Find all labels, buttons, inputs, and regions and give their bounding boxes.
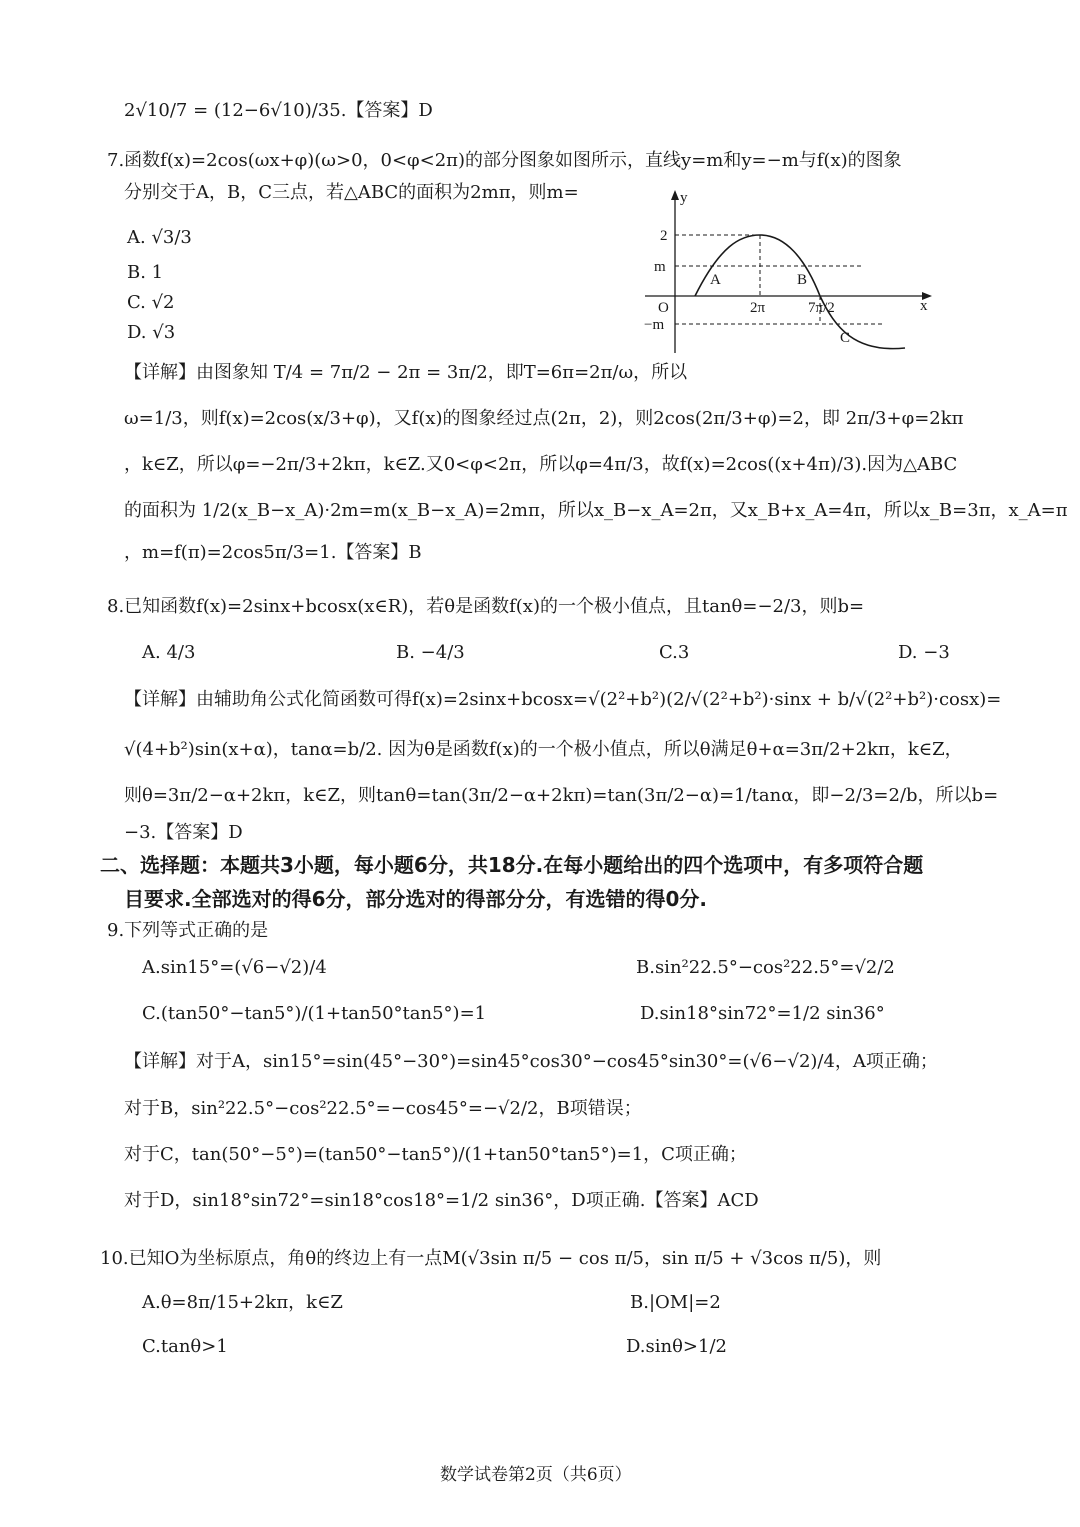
question-7-stem: 7.函数f(x)=2cos(ωx+φ)(ω>0，0<φ<2π)的部分图象如图所示，直线y=m和y=−m与f(x)的图象 bbox=[107, 150, 902, 171]
section-2-heading-cont: 目要求.全部选对的得6分，部分选对的得部分分，有选错的得0分. bbox=[124, 887, 708, 911]
solution-9-line-1: 【详解】对于A，sin15°=sin(45°−30°)=sin45°cos30°−cos45°sin30°=(√6−√2)/4，A项正确； bbox=[124, 1051, 938, 1072]
solution-7-line-3: ，k∈Z，所以φ=−2π/3+2kπ，k∈Z.又0<φ<2π，所以φ=4π/3，故f(x)=2cos((x+4π)/3).因为△ABC bbox=[124, 454, 958, 475]
solution-7-line-5: ，m=f(π)=2cos5π/3=1.【答案】B bbox=[124, 542, 422, 563]
question-7-stem-cont: 分别交于A，B，C三点，若△ABC的面积为2mπ，则m= bbox=[124, 182, 579, 203]
question-9-stem: 9.下列等式正确的是 bbox=[107, 920, 269, 941]
question-9-option-b: B.sin²22.5°−cos²22.5°=√2/2 bbox=[636, 957, 895, 978]
question-10-option-b: B.|OM|=2 bbox=[630, 1292, 721, 1313]
page-footer: 数学试卷第2页（共6页） bbox=[440, 1465, 632, 1485]
solution-9-line-4: 对于D，sin18°sin72°=sin18°cos18°=1/2 sin36°，D项正确.【答案】ACD bbox=[124, 1190, 759, 1211]
question-7-option-c: C. √2 bbox=[127, 292, 175, 313]
point-a-label: A bbox=[710, 272, 721, 288]
solution-8-line-3: 则θ=3π/2−α+2kπ，k∈Z，则tanθ=tan(3π/2−α+2kπ)=tan(3π/2−α)=1/tanα，即−2/3=2/b，所以b= bbox=[124, 785, 999, 806]
y-tick-m: m bbox=[654, 259, 666, 275]
question-8-stem: 8.已知函数f(x)=2sinx+bcosx(x∈R)，若θ是函数f(x)的一个极小值点，且tanθ=−2/3，则b= bbox=[107, 596, 865, 617]
solution-8-line-1: 【详解】由辅助角公式化简函数可得f(x)=2sinx+bcosx=√(2²+b²)(2/√(2²+b²)·sinx + b/√(2²+b²)·cosx)= bbox=[124, 689, 1002, 710]
question-7-option-b: B. 1 bbox=[127, 262, 164, 283]
question-7-option-d: D. √3 bbox=[127, 322, 176, 343]
solution-8-line-4: −3.【答案】D bbox=[124, 822, 243, 843]
x-tick-7pi-2: 7π/2 bbox=[808, 300, 835, 316]
solution-9-line-3: 对于C，tan(50°−5°)=(tan50°−tan5°)/(1+tan50°tan5°)=1，C项正确； bbox=[124, 1144, 747, 1165]
question-9-option-c: C.(tan50°−tan5°)/(1+tan50°tan5°)=1 bbox=[142, 1003, 487, 1024]
question-10-stem: 10.已知O为坐标原点，角θ的终边上有一点M(√3sin π/5 − cos π/5，sin π/5 + √3cos π/5)，则 bbox=[100, 1248, 882, 1269]
solution-7-line-4: 的面积为 1/2(x_B−x_A)·2m=m(x_B−x_A)=2mπ，所以x_B−x_A=2π，又x_B+x_A=4π，所以x_B=3π，x_A=π bbox=[124, 500, 1068, 521]
function-graph bbox=[640, 188, 940, 358]
question-8-option-d: D. −3 bbox=[898, 642, 950, 663]
y-axis-label: y bbox=[680, 190, 688, 206]
point-b-label: B bbox=[797, 272, 808, 288]
solution-7-line-1: 【详解】由图象知 T/4 = 7π/2 − 2π = 3π/2，即T=6π=2π/ω，所以 bbox=[124, 362, 688, 383]
question-9-option-a: A.sin15°=(√6−√2)/4 bbox=[142, 957, 327, 978]
origin-label: O bbox=[658, 300, 669, 316]
question-8-option-b: B. −4/3 bbox=[396, 642, 465, 663]
section-2-heading: 二、选择题：本题共3小题，每小题6分，共18分.在每小题给出的四个选项中，有多项符合题 bbox=[100, 853, 924, 877]
question-7-option-a: A. √3/3 bbox=[127, 227, 192, 248]
solution-7-line-2: ω=1/3，则f(x)=2cos(x/3+φ)，又f(x)的图象经过点(2π，2)，则2cos(2π/3+φ)=2，即 2π/3+φ=2kπ bbox=[124, 408, 964, 429]
y-axis-arrow bbox=[671, 190, 679, 200]
y-tick-2: 2 bbox=[660, 228, 668, 244]
question-9-option-d: D.sin18°sin72°=1/2 sin36° bbox=[640, 1003, 885, 1024]
point-c-label: C bbox=[840, 330, 851, 346]
line-01: 2√10/7 = (12−6√10)/35.【答案】D bbox=[124, 100, 433, 121]
x-tick-2pi: 2π bbox=[750, 300, 766, 316]
question-10-option-c: C.tanθ>1 bbox=[142, 1336, 228, 1357]
curve-f bbox=[695, 235, 905, 349]
x-axis-label: x bbox=[920, 298, 928, 314]
solution-9-line-2: 对于B，sin²22.5°−cos²22.5°=−cos45°=−√2/2，B项错误； bbox=[124, 1098, 642, 1119]
question-8-option-a: A. 4/3 bbox=[142, 642, 196, 663]
question-8-option-c: C.3 bbox=[659, 642, 690, 663]
y-tick-neg-m: −m bbox=[644, 317, 665, 333]
question-10-option-d: D.sinθ>1/2 bbox=[626, 1336, 727, 1357]
solution-8-line-2: √(4+b²)sin(x+α)，tanα=b/2. 因为θ是函数f(x)的一个极小值点，所以θ满足θ+α=3π/2+2kπ，k∈Z， bbox=[124, 739, 963, 760]
question-10-option-a: A.θ=8π/15+2kπ，k∈Z bbox=[142, 1292, 343, 1313]
